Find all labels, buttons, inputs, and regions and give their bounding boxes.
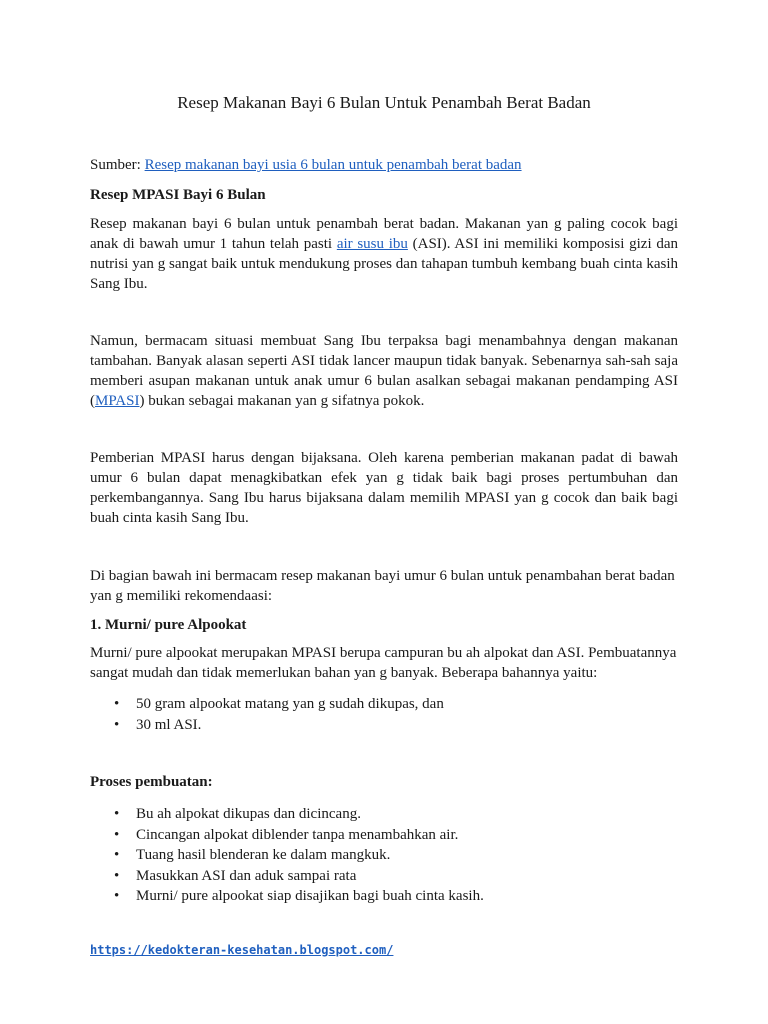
list-item: • Murni/ pure alpookat siap disajikan bagi buah cinta kasih. — [114, 888, 484, 904]
section-heading-mpasi: Resep MPASI Bayi 6 Bulan — [90, 187, 266, 203]
process-heading: Proses pembuatan: — [90, 774, 213, 790]
steps-list — [90, 804, 678, 907]
list-item: • Tuang hasil blenderan ke dalam mangkuk. — [114, 847, 391, 863]
list-item: • Bu ah alpokat dikupas dan dicincang. — [114, 806, 361, 822]
paragraph-3: Pemberian MPASI harus dengan bijaksana. Oleh karena pemberian makanan padat di bawah umur 6 bulan dapat menagkibatkan efek yan g tidak baik bagi proses pertumbuhan dan perkembangannya. Sang Ibu harus bijaksana dalam memilih MPASI yan g cocok dan baik bagi buah cinta kasih Sang Ibu. — [90, 450, 678, 526]
list-item: • 50 gram alpookat matang yan g sudah dikupas, dan — [114, 696, 444, 712]
paragraph-1 — [90, 214, 678, 294]
page-title: Resep Makanan Bayi 6 Bulan Untuk Penambah Berat Badan — [177, 93, 591, 112]
paragraph-2-text-b: ) bukan sebagai makanan yan g sifatnya pokok. — [139, 393, 425, 409]
list-item: • Masukkan ASI dan aduk sampai rata — [114, 867, 357, 884]
footer-blog-link[interactable]: https://kedokteran-kesehatan.blogspot.com/ — [90, 943, 394, 957]
paragraph-2 — [90, 331, 678, 411]
ingredient-list — [90, 694, 678, 735]
mpasi-link[interactable]: MPASI — [95, 393, 140, 409]
source-label: Sumber: — [90, 157, 145, 173]
paragraph-4: Di bagian bawah ini bermacam resep makanan bayi umur 6 bulan untuk penambahan berat badan yan g memiliki rekomendaasi: — [90, 568, 675, 604]
paragraph-2-text-a: Namun, bermacam situasi membuat Sang Ibu terpaksa bagi menambahnya dengan makanan tambahan. Banyak alasan seperti ASI tidak lancer maupun tidak banyak. Sebenarnya sah-sah saja memberi asupan makanan untuk anak umur 6 bulan asalkan sebagai makanan pendamping ASI ( — [90, 333, 678, 409]
paragraph-1-text-b: (ASI). ASI ini memiliki komposisi gizi dan nutrisi yan g sangat baik untuk mendukung proses dan tahapan tumbuh kembang buah cinta kasih Sang Ibu. — [90, 236, 678, 292]
source-link[interactable]: Resep makanan bayi usia 6 bulan untuk penambah berat badan — [144, 157, 522, 173]
list-item: • 30 ml ASI. — [114, 716, 202, 733]
list-item: • Cincangan alpokat diblender tanpa menambahkan air. — [114, 826, 459, 843]
paragraph-1-text-a: Resep makanan bayi 6 bulan untuk penambah berat badan. Makanan yan g paling cocok bagi anak di bawah umur 1 tahun telah pasti — [90, 216, 678, 252]
asi-link[interactable]: air susu ibu — [336, 236, 408, 252]
recipe-1-heading: 1. Murni/ pure Alpookat — [90, 617, 247, 633]
source-line — [90, 155, 678, 175]
recipe-1-description: Murni/ pure alpookat merupakan MPASI berupa campuran bu ah alpokat dan ASI. Pembuatannya sangat mudah dan tidak memerlukan bahan yan g banyak. Beberapa bahannya yaitu: — [90, 645, 677, 681]
